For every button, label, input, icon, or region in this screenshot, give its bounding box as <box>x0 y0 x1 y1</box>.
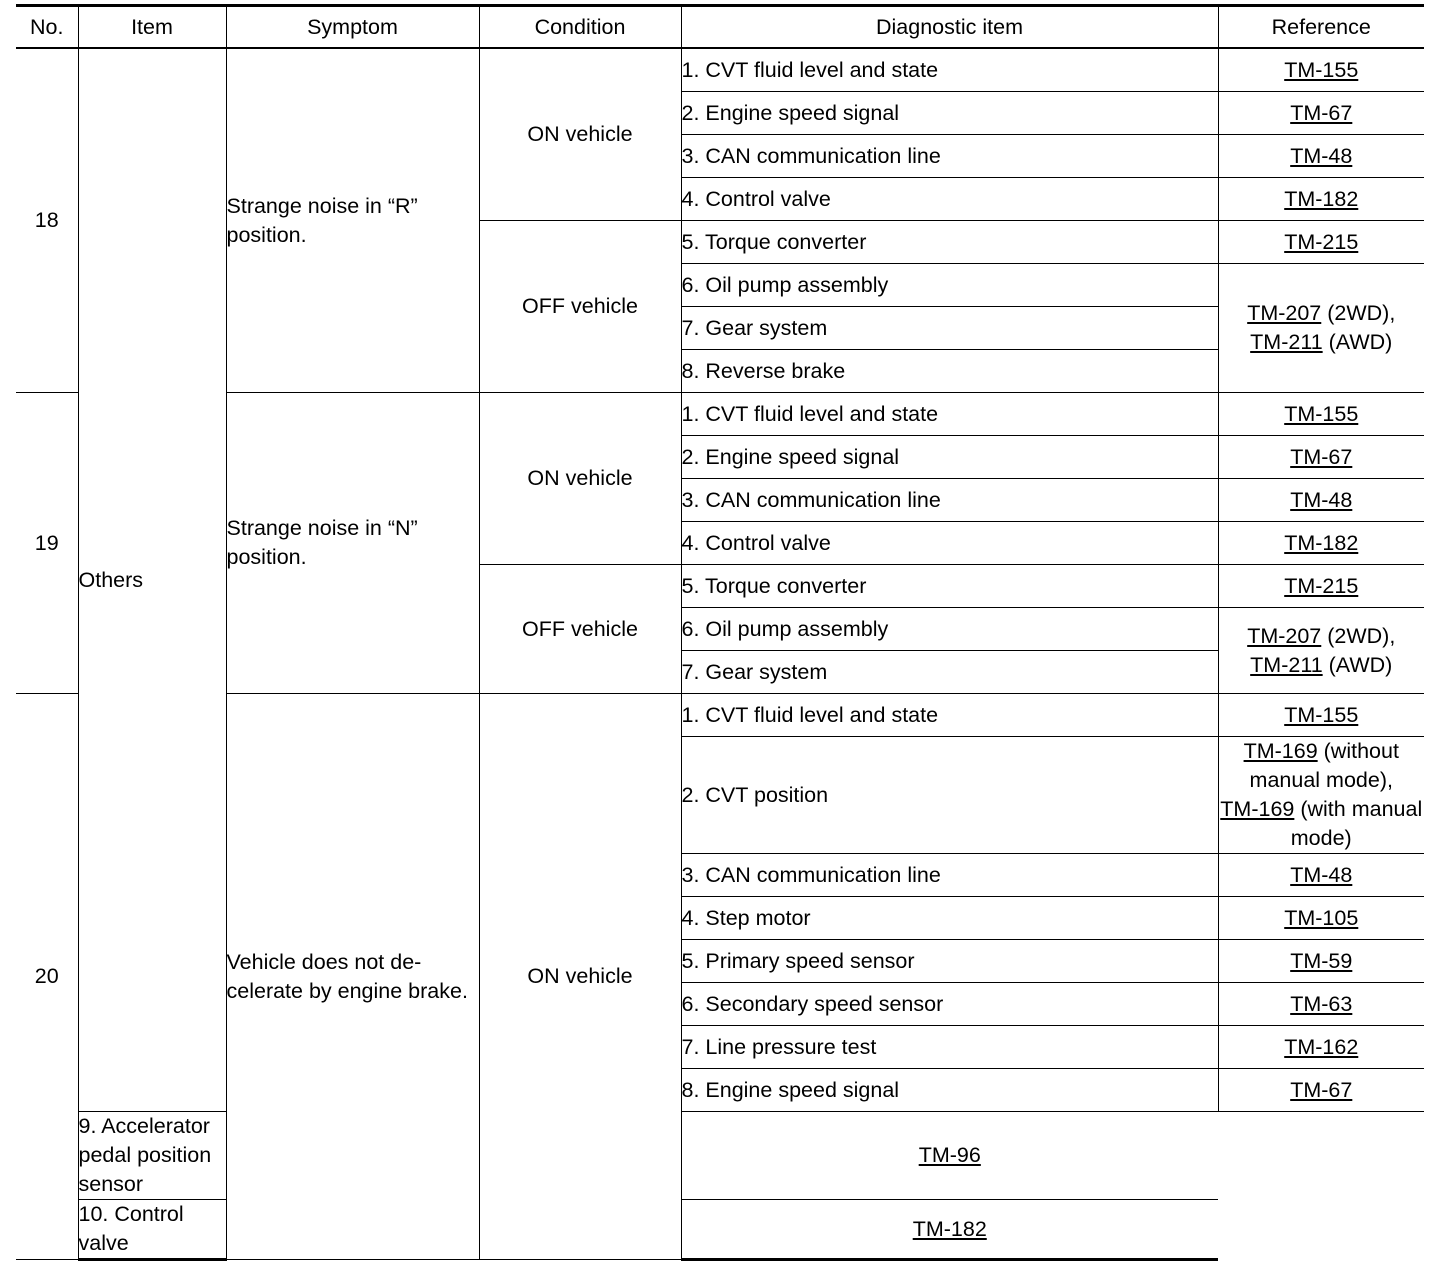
reference-link[interactable]: TM-67 <box>1290 1077 1353 1102</box>
reference-cell <box>1218 983 1424 1026</box>
reference-cell <box>1218 1026 1424 1069</box>
reference-cell <box>681 1112 1218 1200</box>
reference-cell <box>1218 565 1424 608</box>
diagnostic-item: 9. Accelerator pedal position sensor <box>78 1112 226 1200</box>
reference-note: (2WD), <box>1321 623 1396 648</box>
reference-link[interactable]: TM-67 <box>1290 444 1353 469</box>
diagnostic-item: 3. CAN communication line <box>681 479 1218 522</box>
reference-link[interactable]: TM-48 <box>1290 862 1353 887</box>
reference-note: (without manual mode), <box>1249 739 1399 792</box>
item-cell: Others <box>78 48 226 1112</box>
reference-cell <box>1218 479 1424 522</box>
header-item: Item <box>78 6 226 49</box>
header-no: No. <box>16 6 78 49</box>
diagnostic-item: 5. Torque converter <box>681 565 1218 608</box>
reference-note: (AWD) <box>1322 330 1393 354</box>
row-number: 18 <box>16 48 78 393</box>
diagnostic-item: 7. Gear system <box>681 307 1218 350</box>
row-number: 20 <box>16 694 78 1260</box>
symptom-cell: Vehicle does not de-celerate by engine brake. <box>226 694 479 1260</box>
reference-cell <box>681 1200 1218 1260</box>
reference-link[interactable]: TM-155 <box>1284 702 1359 727</box>
reference-note: (with manual mode) <box>1290 797 1423 850</box>
reference-cell <box>1218 393 1424 436</box>
diagnostic-item: 4. Step motor <box>681 897 1218 940</box>
reference-cell <box>1218 1069 1424 1112</box>
reference-link[interactable]: TM-211 <box>1250 330 1323 354</box>
reference-cell <box>1218 854 1424 897</box>
reference-cell <box>1218 48 1424 92</box>
reference-note: (2WD), <box>1321 301 1396 325</box>
diagnostic-item: 2. Engine speed signal <box>681 92 1218 135</box>
table-row <box>16 393 1424 436</box>
diagnostic-item: 2. Engine speed signal <box>681 436 1218 479</box>
reference-link[interactable]: TM-215 <box>1284 573 1359 598</box>
reference-link[interactable]: TM-169 <box>1243 739 1318 763</box>
reference-link[interactable]: TM-182 <box>912 1216 987 1241</box>
reference-link[interactable]: TM-48 <box>1290 143 1353 168</box>
reference-link[interactable]: TM-162 <box>1284 1034 1359 1059</box>
condition-cell: OFF vehicle <box>479 565 681 694</box>
header-row <box>16 6 1424 49</box>
reference-link[interactable]: TM-215 <box>1284 229 1359 254</box>
diagnostic-item: 3. CAN communication line <box>681 854 1218 897</box>
reference-cell <box>1218 436 1424 479</box>
header-diagnostic-item: Diagnostic item <box>681 6 1218 49</box>
reference-link[interactable]: TM-67 <box>1290 100 1353 125</box>
diagnostic-item: 8. Engine speed signal <box>681 1069 1218 1112</box>
diagnostic-item: 1. CVT fluid level and state <box>681 694 1218 737</box>
reference-note: (AWD) <box>1322 652 1393 677</box>
diagnostic-item: 1. CVT fluid level and state <box>681 393 1218 436</box>
diagnostic-item: 5. Primary speed sensor <box>681 940 1218 983</box>
diagnostic-item: 10. Control valve <box>78 1200 226 1260</box>
reference-cell <box>1218 522 1424 565</box>
reference-link[interactable]: TM-63 <box>1290 991 1353 1016</box>
reference-cell <box>1218 221 1424 264</box>
reference-cell <box>1218 264 1424 393</box>
diagnostic-item: 6. Oil pump assembly <box>681 608 1218 651</box>
reference-link[interactable]: TM-48 <box>1290 487 1353 512</box>
header-condition: Condition <box>479 6 681 49</box>
reference-link[interactable]: TM-96 <box>918 1143 981 1167</box>
reference-cell <box>1218 92 1424 135</box>
diagnostic-item: 8. Reverse brake <box>681 350 1218 393</box>
diagnostic-item: 3. CAN communication line <box>681 135 1218 178</box>
header-reference: Reference <box>1218 6 1424 49</box>
reference-cell <box>1218 608 1424 694</box>
reference-cell <box>1218 178 1424 221</box>
diagnostic-item: 6. Oil pump assembly <box>681 264 1218 307</box>
table-row <box>16 48 1424 92</box>
diagnostic-item: 5. Torque converter <box>681 221 1218 264</box>
symptom-cell: Strange noise in “R” position. <box>226 48 479 393</box>
diagnostic-item: 7. Line pressure test <box>681 1026 1218 1069</box>
diagnostic-table <box>16 4 1424 1261</box>
reference-link[interactable]: TM-182 <box>1284 530 1359 555</box>
reference-cell <box>1218 737 1424 854</box>
reference-link[interactable]: TM-169 <box>1220 797 1295 821</box>
reference-link[interactable]: TM-105 <box>1284 905 1359 930</box>
reference-link[interactable]: TM-182 <box>1284 186 1359 211</box>
condition-cell: ON vehicle <box>479 694 681 1260</box>
condition-cell: ON vehicle <box>479 393 681 565</box>
diagnostic-item: 4. Control valve <box>681 522 1218 565</box>
reference-link[interactable]: TM-211 <box>1250 652 1323 677</box>
row-number: 19 <box>16 393 78 694</box>
diagnostic-item: 7. Gear system <box>681 651 1218 694</box>
reference-link[interactable]: TM-59 <box>1290 948 1353 973</box>
diagnostic-item: 2. CVT position <box>681 737 1218 854</box>
condition-cell: ON vehicle <box>479 48 681 221</box>
reference-link[interactable]: TM-155 <box>1284 401 1359 426</box>
reference-link[interactable]: TM-207 <box>1247 623 1322 648</box>
reference-cell <box>1218 940 1424 983</box>
table-row <box>16 694 1424 737</box>
diagnostic-item: 4. Control valve <box>681 178 1218 221</box>
reference-cell <box>1218 897 1424 940</box>
diagnostic-item: 6. Secondary speed sensor <box>681 983 1218 1026</box>
reference-cell <box>1218 135 1424 178</box>
header-symptom: Symptom <box>226 6 479 49</box>
diagnostic-item: 1. CVT fluid level and state <box>681 48 1218 92</box>
symptom-cell: Strange noise in “N” position. <box>226 393 479 694</box>
reference-link[interactable]: TM-207 <box>1247 301 1322 325</box>
condition-cell: OFF vehicle <box>479 221 681 393</box>
reference-cell <box>1218 694 1424 737</box>
reference-link[interactable]: TM-155 <box>1284 57 1359 82</box>
